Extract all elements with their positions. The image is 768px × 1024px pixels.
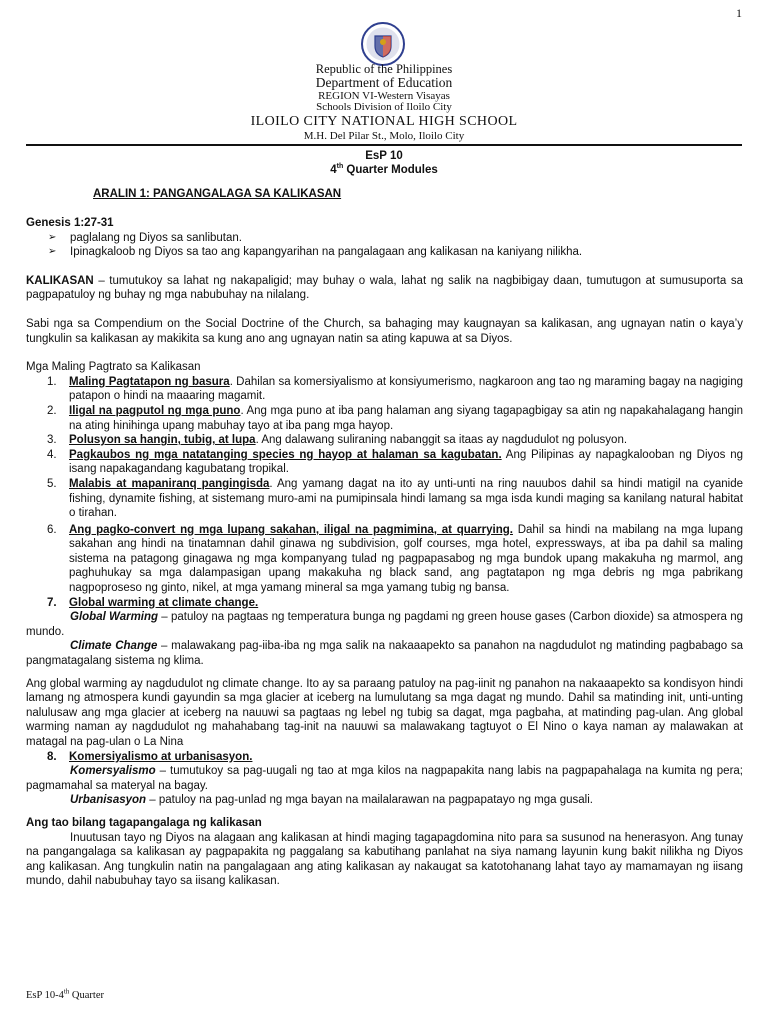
kalikasan-definition: KALIKASAN – tumutukoy sa lahat ng nakapaligid; may buhay o wala, lahat ng salik na nagbibigay daan, tumutugon at sumusuporta sa pagpapatuloy ng buhay ng mga nabubuhay na nilalang.	[26, 274, 743, 302]
compendium-paragraph: Sabi nga sa Compendium on the Social Doctrine of the Church, sa bahaging may kaugnayan sa kalikasan, ang ugnayan natin o kaya’y tungkulin sa kalikasan ay makikita sa kung ano ang ugnayan natin sa ating kapuwa at sa Diyos.	[26, 317, 743, 345]
list-item: 4. Pagkaubos ng mga natatanging species ng hayop at halaman sa kagubatan. Ang Pilipinas ay napagkalooban ng Diyos ng isang napakagandang kagubatang tropikal.	[47, 448, 743, 476]
header-division: Schools Division of Iloilo City	[316, 101, 452, 113]
mali-list	[26, 375, 743, 808]
urbanisasyon-definition: Urbanisasyon – patuloy na pag-unlad ng mga bayan na mailalarawan na pagpapatayo ng mga gusali.	[70, 794, 593, 807]
list-item: 6. Ang pagko-convert ng mga lupang sakahan, iligal na pagmimina, at quarrying. Dahil sa hindi na mabilang na mga lupang sakahan ang hindi na tinatamnan dahil ginawa ng subdivision, golf courses, mga hotel, expressways, at iba pa dahil sa maling sistema na patagong ginagawa ng mga kompanyang tulad ng pagpapasabog ng mga bundok upang makakuha ng marmol, ang paghuhukay sa mga dalampasigan upang makakuha ng black sand, ang pagtatapon ng mga debris ng mga pabrikang nagpoproseso ng ginto, nikel, at mga yamang mineral sa mga yamang tubig ng bansa.	[47, 523, 743, 595]
header-school: ILOILO CITY NATIONAL HIGH SCHOOL	[250, 114, 518, 129]
list-item: 3. Polusyon sa hangin, tubig, at lupa. Ang dalawang suliraning nabanggit sa itaas ay nagdudulot ng polusyon.	[47, 434, 628, 447]
quarter-title: 4th Quarter Modules	[330, 163, 438, 176]
header-region: REGION VI-Western Visayas	[318, 90, 450, 102]
tagapangalaga-title: Ang tao bilang tagapangalaga ng kalikasan	[26, 816, 262, 829]
header-department: Department of Education	[315, 75, 453, 90]
genesis-bullets	[26, 231, 743, 260]
header-address: M.H. Del Pilar St., Molo, Iloilo City	[303, 130, 465, 142]
bullet-item: ➢ Ipinagkaloob ng Diyos sa tao ang kapangyarihan na pangalagaan ang kalikasan na kaniyang nilikha.	[26, 245, 743, 260]
list-item: 5. Malabis at mapaniranq pangingisda. Ang yamang dagat na ito ay unti-unti na ring nauubos dahil sa hindi matigil na cyanide fishing, dynamite fishing, at sistemang muro-ami na pumipinsala hindi lamang sa mga isda kundi maging sa kanilang natural habitat o tirahan.	[47, 477, 743, 520]
bullet-item: ➢ paglalang ng Diyos sa sanlibutan.	[26, 231, 743, 246]
lesson-title: ARALIN 1: PANGANGALAGA SA KALIKASAN	[93, 188, 342, 200]
deped-seal-icon	[361, 22, 405, 66]
list-item: 1. Maling Pagtatapon ng basura. Dahilan sa komersiyalismo at konsiyumerismo, nagkaroon ang tao ng maraming bagay na nagiging patapon o hindi na maaaring magamit.	[47, 375, 743, 403]
page-number: 1	[736, 6, 742, 20]
genesis-title: Genesis 1:27-31	[26, 217, 114, 229]
global-warming-definition: Global Warming – patuloy na pagtaas ng temperatura bunga ng pagdami ng green house gases (Carbon dioxide) sa atmospera ng mundo.	[26, 611, 744, 638]
document-body	[26, 216, 743, 889]
list-item: 7. Global warming at climate change. Global Warming – patuloy na pagtaas ng temperatura bunga ng pagdami ng green house gases (Carbon dioxide) sa atmospera ng mundo. Climate Change – malawakang pag-iiba-iba ng mga salik na nakaaapekto sa panahon na nagdudulot ng matinding pagbabago sa pangmatagalang sistema ng klima. Ang global warming ay nagdudulot ng climate change. Ito ay sa paraang patuloy na pag-iinit ng panahon na nakaaapekto sa kondisyon hindi lamang ng atmospera kundi gayundin sa mga glacier at iceberg na lumulutang sa mga dagat ng mundo. Dahil sa matinding init, unti-unting nalulusaw ang mga glacier at iceberg na nauuwi sa pagtaas ng lebel ng tubig sa dagat, mga pagbaha, at matinding pag-ulan. Ang global warming naman ay nagdudulot ng mahahabang tag-init na nauuwi sa malawakang tagtuyot o El Nino o kaya naman ay malawakan at matagal na pag-ulan o La Nina	[26, 596, 744, 748]
global-warming-paragraph: Ang global warming ay nagdudulot ng climate change. Ito ay sa paraang patuloy na pag-iinit ng panahon na nakaaapekto sa kondisyon hindi lamang ng atmospera kundi gayundin sa mga glacier at iceberg na lumulutang sa mga dagat ng mundo. Dahil sa matinding init, unti-unting nalulusaw ang mga glacier at iceberg na nauuwi sa pagtaas ng lebel ng tubig sa dagat, mga pagbaha, at matinding pag-ulan. Ang global warming naman ay nagdudulot ng mahahabang tag-init na nauuwi sa malawakang tagtuyot o El Nino o kaya naman ay malawakan at matagal na pag-ulan o La Nina	[26, 677, 743, 748]
mali-title: Mga Maling Pagtrato sa Kalikasan	[26, 361, 201, 374]
komersyalismo-definition: Komersyalismo – tumutukoy sa pag-uugali ng tao at mga kilos na nagpapakita nang labis na pagpapahalaga na kumita ng pera; pagmamahal sa materyal na bagay.	[26, 765, 743, 792]
list-item: 8. Komersiyalismo at urbanisasyon. Komersyalismo – tumutukoy sa pag-uugali ng tao at mga kilos na nagpapakita nang labis na pagpapahalaga na kumita ng pera; pagmamahal sa materyal na bagay. Urbanisasyon – patuloy na pag-unlad ng mga bayan na mailalarawan na pagpapatayo ng mga gusali.	[26, 750, 743, 807]
tagapangalaga-paragraph: Inuutusan tayo ng Diyos na alagaan ang kalikasan at hindi maging tagapagdomina nito para sa susunod na henerasyon. Ang tunay na pangangalaga sa kalikasan ay pagpapakita ng paggalang sa kabutihang panlahat na siya namang layunin kung bakit nilikha ng Diyos ang kalikasan. Ang tungkulin natin na pangalagaan ang ating kalikasan ay nakaugat sa katotohanang lahat tayo ay mamamayan ng iisang mundo, dahil nabubuhay tayo sa iisang kalikasan.	[26, 831, 743, 888]
page-footer: EsP 10-4th Quarter	[26, 987, 104, 1001]
list-item: 2. Iligal na pagputol ng mga puno. Ang mga puno at iba pang halaman ang siyang tagapagbigay sa atin ng napakahalagang hangin na ating hinihinga upang mabuhay tayo at iba pang mga hayop.	[47, 404, 744, 432]
header-republic: Republic of the Philippines	[315, 62, 453, 76]
header-divider	[26, 144, 742, 146]
subject-title: EsP 10	[365, 150, 403, 162]
climate-change-definition: Climate Change – malawakang pag-iiba-iba ng mga salik na nakaaapekto sa panahon na nagdudulot ng matinding pagbabago sa pangmatagalang sistema ng klima.	[26, 640, 743, 668]
